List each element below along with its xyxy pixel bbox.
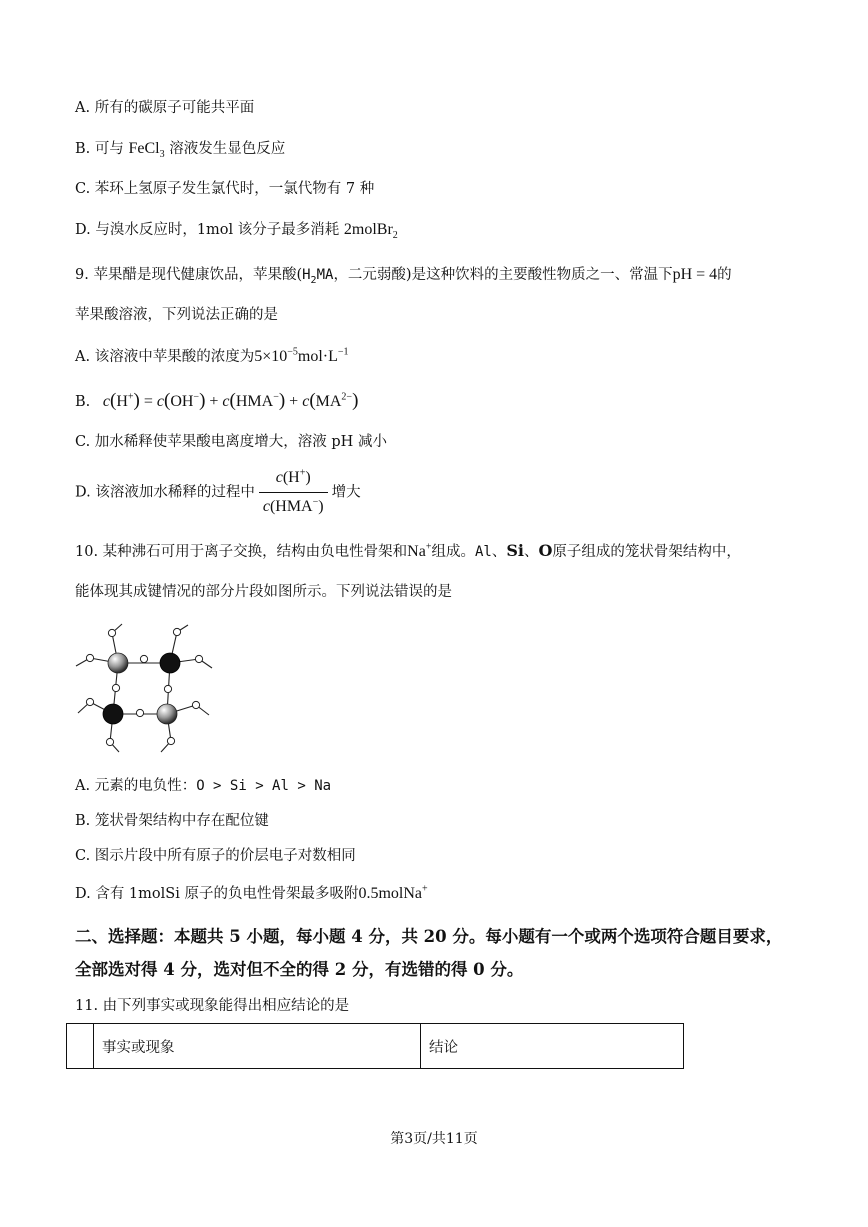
br2-amount: 2molBr$_2$	[343, 221, 398, 242]
silicon-atom-gray	[157, 704, 177, 724]
zeolite-fragment-diagram	[70, 612, 230, 762]
q9-option-a: A. 该溶液中苹果酸的浓度为$5\times 10^{-5}mol\cdot L^{-1}$	[75, 346, 349, 365]
q8-option-a: A. 所有的碳原子可能共平面	[75, 100, 255, 116]
section2-instructions-line1: 二、选择题：本题共 5 小题，每小题 4 分，共 20 分。每小题有一个或两个选项符合题目要求，	[75, 927, 783, 946]
oxygen-atom	[86, 654, 93, 661]
section2-instructions-line2: 全部选对得 4 分，选对但不全的得 2 分，有选错的得 0 分。	[75, 960, 524, 979]
q10-stem-line1: 10. 某种沸石可用于离子交换，结构由负电性骨架和Na+组成。Al、Si、O原子组成的笼状骨架结构中，	[75, 541, 741, 560]
charge-balance-equation: $c(H^+) = c(OH^-) + c(HMA^-) + c(MA^{2-})$	[102, 390, 359, 411]
q8-option-d-prefix: D. 与溴水反应时，1mol 该分子最多消耗	[75, 222, 340, 238]
q9-option-b	[75, 391, 358, 412]
silicon-atom-gray	[108, 653, 128, 673]
aluminum-atom-black	[160, 653, 180, 673]
table-header-conclusion: 结论	[421, 1024, 684, 1069]
fecl3-formula: FeCl$_3$	[128, 140, 165, 161]
q8-option-c: C. 苯环上氢原子发生氯代时，一氯代物有 7 种	[75, 181, 375, 197]
q9-option-d: D. 该溶液加水稀释的过程中 $\frac{c(H^+)}{c(HMA^-)}$ 增大	[75, 466, 361, 519]
oxygen-atom	[192, 701, 199, 708]
ratio-fraction: $\frac{c(H^+)}{c(HMA^-)}$	[259, 466, 328, 519]
na-ion: Na+	[407, 541, 432, 560]
q10-option-b: B. 笼状骨架结构中存在配位键	[75, 813, 269, 829]
q8-option-b-prefix: B. 可与	[75, 141, 124, 157]
oxygen-atom	[106, 738, 113, 745]
oxygen-atom	[112, 684, 119, 691]
q10-option-a: A. 元素的电负性：O > Si > Al > Na	[75, 778, 332, 794]
table-header-fact: 事实或现象	[94, 1024, 421, 1069]
oxygen-atom	[167, 737, 174, 744]
q10-option-d: D. 含有 1molSi 原子的负电性骨架最多吸附0.5molNa+	[75, 883, 428, 902]
q10-stem-line2: 能体现其成键情况的部分片段如图所示。下列说法错误的是	[75, 584, 452, 600]
q11-table	[66, 1023, 684, 1069]
q9-option-c: C. 加水稀释使苹果酸电离度增大，溶液 pH 减小	[75, 434, 387, 450]
q9-stem-line2: 苹果酸溶液，下列说法正确的是	[75, 307, 278, 323]
q9-option-b-label: B.	[75, 394, 91, 410]
oxygen-atom	[195, 655, 202, 662]
acid-concentration: $5\times 10^{-5}mol\cdot L^{-1}$	[254, 346, 349, 365]
ph-value: pH = 4	[672, 266, 718, 283]
oxygen-atom	[164, 685, 171, 692]
aluminum-atom-black	[103, 704, 123, 724]
na-amount: 0.5molNa+	[358, 883, 428, 902]
q8-option-d	[75, 220, 398, 240]
q10-option-c: C. 图示片段中所有原子的价层电子对数相同	[75, 848, 356, 864]
q8-option-b	[75, 139, 285, 159]
electronegativity-order: O > Si > Al > Na	[196, 778, 332, 794]
oxygen-atom	[136, 709, 143, 716]
oxygen-atom	[140, 655, 147, 662]
q8-option-b-suffix: 溶液发生显色反应	[169, 141, 286, 157]
q11-stem: 11. 由下列事实或现象能得出相应结论的是	[75, 998, 350, 1014]
oxygen-atom	[173, 628, 180, 635]
oxygen-atom	[108, 629, 115, 636]
table-index-cell	[67, 1024, 94, 1069]
oxygen-atom	[86, 698, 93, 705]
h2ma-formula: $H_2MA$	[302, 267, 334, 286]
table-row	[67, 1024, 684, 1069]
page-footer: 第3页/共11页	[390, 1131, 478, 1147]
q9-stem-line1: 9. 苹果醋是现代健康饮品，苹果酸($H_2MA$，二元弱酸)是这种饮料的主要酸性物质之一、常温下pH = 4的	[75, 266, 732, 286]
